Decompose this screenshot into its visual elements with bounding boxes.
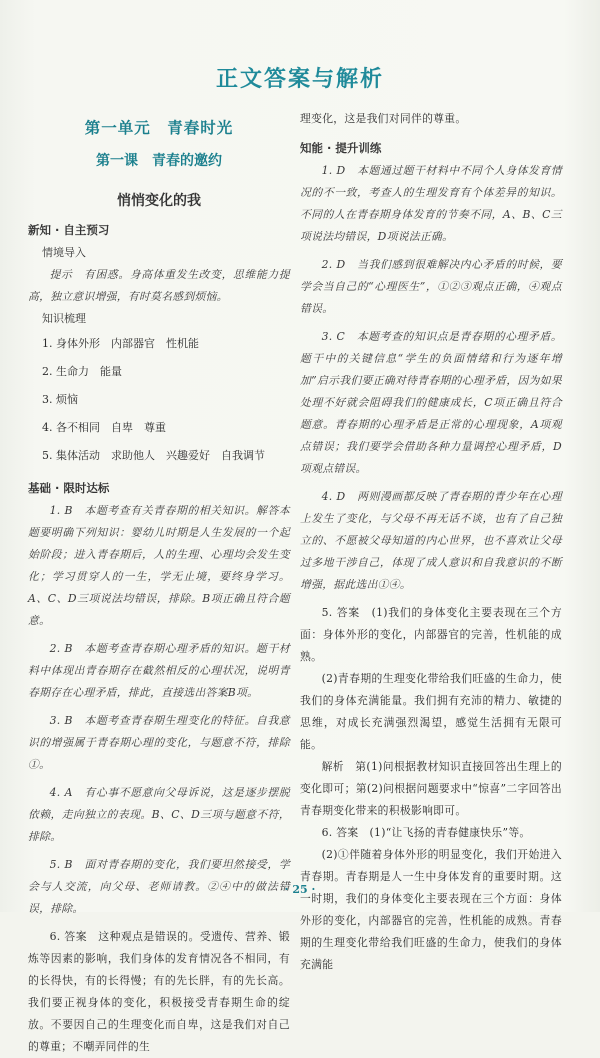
list-item: 1. 身体外形 内部器官 性机能 bbox=[42, 337, 199, 350]
answer-paragraph: 1. B 本题考查有关青春期的相关知识。解答本题要明确下列知识：婴幼儿时期是人生发展的一个起始阶段；进入青春期后，人的生理、心理均会发生变化；学习贯穿人的一生，学无止境，要终身学习。A、C、D三项说法均错误，排除。B项正确且符合题意。 bbox=[28, 504, 290, 627]
list-item: 3. 烦恼 bbox=[42, 393, 78, 406]
answer-paragraph: 3. B 本题考查青春期生理变化的特征。自我意识的增强属于青春期心理的变化，与题意不符，排除①。 bbox=[28, 714, 290, 771]
lesson-title: 第一课 青春的邀约 bbox=[96, 153, 222, 169]
answer-paragraph: 理变化，这是我们对同伴的尊重。 bbox=[300, 112, 467, 125]
knowledge-label: 知识梳理 bbox=[42, 312, 86, 325]
answer-paragraph: 2. B 本题考查青春期心理矛盾的知识。题干材料中体现出青春期存在截然相反的心理状况，说明青春期存在心理矛盾，排此，直接选出答案B项。 bbox=[28, 642, 290, 699]
improve-label: 知能 · 提升训练 bbox=[300, 141, 382, 155]
answer-paragraph: 5. B 面对青春期的变化，我们要坦然接受，学会与人交流，向父母、老师请教。②④中的做法错误，排除。 bbox=[28, 858, 290, 915]
answer-paragraph: 1. D 本题通过题干材料中不同个人身体发育情况的不一致，考查人的生理发育有个体差异的知识。不同的人在青春期身体发育的节奏不同，A、B、C三项说法均错误，D项说法正确。 bbox=[300, 164, 562, 243]
analysis-paragraph: 解析 第(1)问根据教材知识直接回答出生理上的变化即可；第(2)问根据问题要求中“惊喜”二字回答出青春期变化带来的积极影响即可。 bbox=[300, 760, 562, 817]
list-item: 5. 集体活动 求助他人 兴趣爱好 自我调节 bbox=[42, 449, 265, 462]
answer-paragraph: 4. A 有心事不愿意向父母诉说，这是逐步摆脱依赖，走向独立的表现。B、C、D三项与题意不符，排除。 bbox=[28, 786, 290, 843]
answer-paragraph: (2)①伴随着身体外形的明显变化，我们开始进入青春期。青春期是人一生中身体发育的重要时期。这一时期，我们的身体变化主要表现在三个方面：身体外形的变化，内部器官的完善，性机能的成熟。青春期的生理变化带给我们旺盛的生命力，使我们的身体充满能 bbox=[300, 848, 562, 971]
answer-paragraph: 6. 答案 这种观点是错误的。受遗传、营养、锻炼等因素的影响，我们身体的发育情况各不相同，有的长得快，有的长得慢；有的先长胖，有的先长高。我们要正视身体的变化，积极接受青春期生命的绽放。不要因自己的生理变化而自卑，这是我们对自己的尊重；不嘲弄同伴的生 bbox=[28, 930, 290, 1053]
left-column bbox=[28, 108, 290, 1058]
preview-label: 新知 · 自主预习 bbox=[28, 223, 110, 237]
basic-label: 基础 · 限时达标 bbox=[28, 481, 110, 495]
answer-paragraph: (2)青春期的生理变化带给我们旺盛的生命力，使我们的身体充满能量。我们拥有充沛的精力、敏捷的思维，对成长充满强烈渴望，感觉生活拥有无限可能。 bbox=[300, 672, 562, 751]
section-title: 悄悄变化的我 bbox=[117, 193, 201, 209]
answer-paragraph: 3. C 本题考查的知识点是青春期的心理矛盾。题干中的关键信息“学生的负面情绪和行为逐年增加”启示我们要正确对待青春期的心理矛盾，因为如果处理不好就会阻碍我们的健康成长，C项正确且符合题意。青春期的心理矛盾是正常的心理现象，A项观点错误；我们要学会借助各种力量调控心理矛盾，D项观点错误。 bbox=[300, 330, 562, 475]
answer-paragraph: 2. D 当我们感到很难解决内心矛盾的时候，要学会当自己的“心理医生”，①②③观点正确，④观点错误。 bbox=[300, 258, 562, 315]
answer-paragraph: 6. 答案 (1)“让飞扬的青春健康快乐”等。 bbox=[321, 826, 531, 839]
answer-paragraph: 5. 答案 (1)我们的身体变化主要表现在三个方面：身体外形的变化，内部器官的完善，性机能的成熟。 bbox=[300, 606, 562, 663]
page-number: · 25 · bbox=[284, 883, 316, 896]
scenario-label: 情境导入 bbox=[42, 246, 86, 259]
tip-text: 提示 有困惑。身高体重发生改变，思维能力提高，独立意识增强，有时莫名感到烦恼。 bbox=[28, 268, 290, 303]
right-column bbox=[300, 108, 562, 976]
list-item: 2. 生命力 能量 bbox=[42, 365, 122, 378]
answer-paragraph: 4. D 两则漫画都反映了青春期的青少年在心理上发生了变化，与父母不再无话不谈，也有了自己独立的、不愿被父母知道的内心世界，也不喜欢让父母过多地干涉自己，体现了成人意识和自我意识的不断增强，据此选出①④。 bbox=[300, 490, 562, 591]
page-title: 正文答案与解析 bbox=[215, 67, 384, 92]
list-item: 4. 各不相同 自卑 尊重 bbox=[42, 421, 166, 434]
unit-title: 第一单元 青春时光 bbox=[84, 118, 234, 137]
